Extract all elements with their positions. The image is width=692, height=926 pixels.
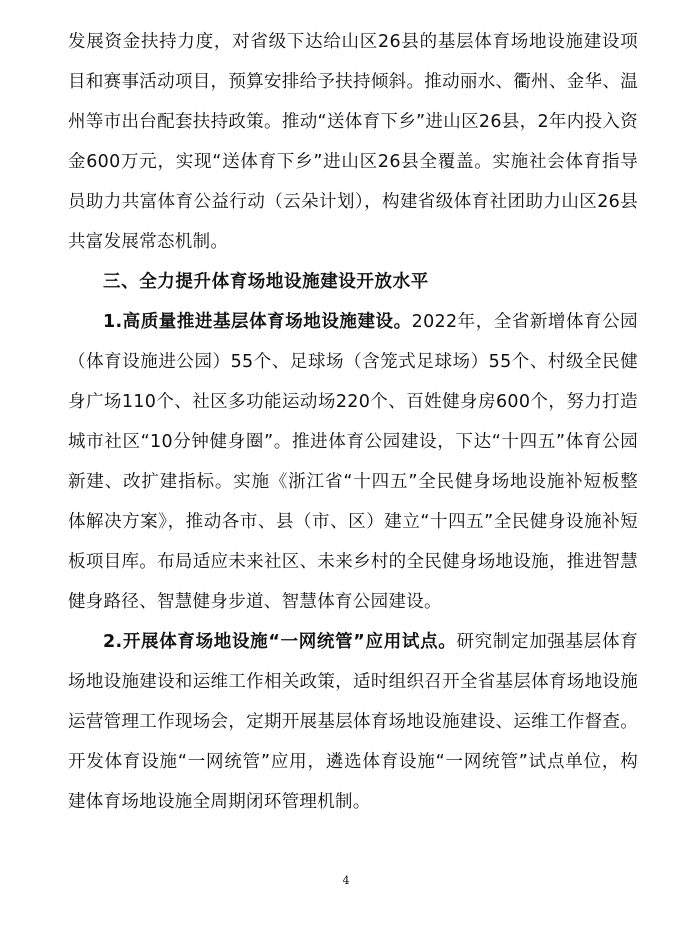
paragraph-continued: 发展资金扶持力度，对省级下达给山区26县的基层体育场地设施建设项目和赛事活动项目，预算安排给予扶持倾斜。推动丽水、衢州、金华、温州等市出台配套扶持政策。推动“送体育下乡”进山区26县，2年内投入资金600万元，实现“送体育下乡”进山区26县全覆盖。实施社会体育指导员助力共富体育公益行动（云朵计划），构建省级体育社团助力山区26县共富发展常态机制。 <box>68 32 638 252</box>
paragraph-item-1 <box>68 302 638 622</box>
body-text <box>68 22 638 822</box>
item-1-body: 2022年，全省新增体育公园（体育设施进公园）55个、足球场（含笼式足球场）55个、村级全民健身广场110个、社区多功能运动场220个、百姓健身房600个，努力打造城市社区“10分钟健身圈”。推进体育公园建设，下达“十四五”体育公园新建、改扩建指标。实施《浙江省“十四五”全民健身场地设施补短板整体解决方案》，推动各市、县（市、区）建立“十四五”全民健身设施补短板项目库。布局适应未来社区、未来乡村的全民健身场地设施，推进智慧健身路径、智慧健身步道、智慧体育公园建设。 <box>68 312 638 612</box>
item-1-lead: 1.高质量推进基层体育场地设施建设。 <box>103 312 412 332</box>
item-2-body: 研究制定加强基层体育场地设施建设和运维工作相关政策，适时组织召开全省基层体育场地设施运营管理工作现场会，定期开展基层体育场地设施建设、运维工作督查。开发体育设施“一网统管”应用，遴选体育设施“一网统管”试点单位，构建体育场地设施全周期闭环管理机制。 <box>68 632 638 812</box>
section-heading: 三、全力提升体育场地设施建设开放水平 <box>103 272 429 292</box>
paragraph-item-2 <box>68 622 638 822</box>
item-2-lead: 2.开展体育场地设施“一网统管”应用试点。 <box>103 632 457 652</box>
page-number: 4 <box>342 874 350 887</box>
